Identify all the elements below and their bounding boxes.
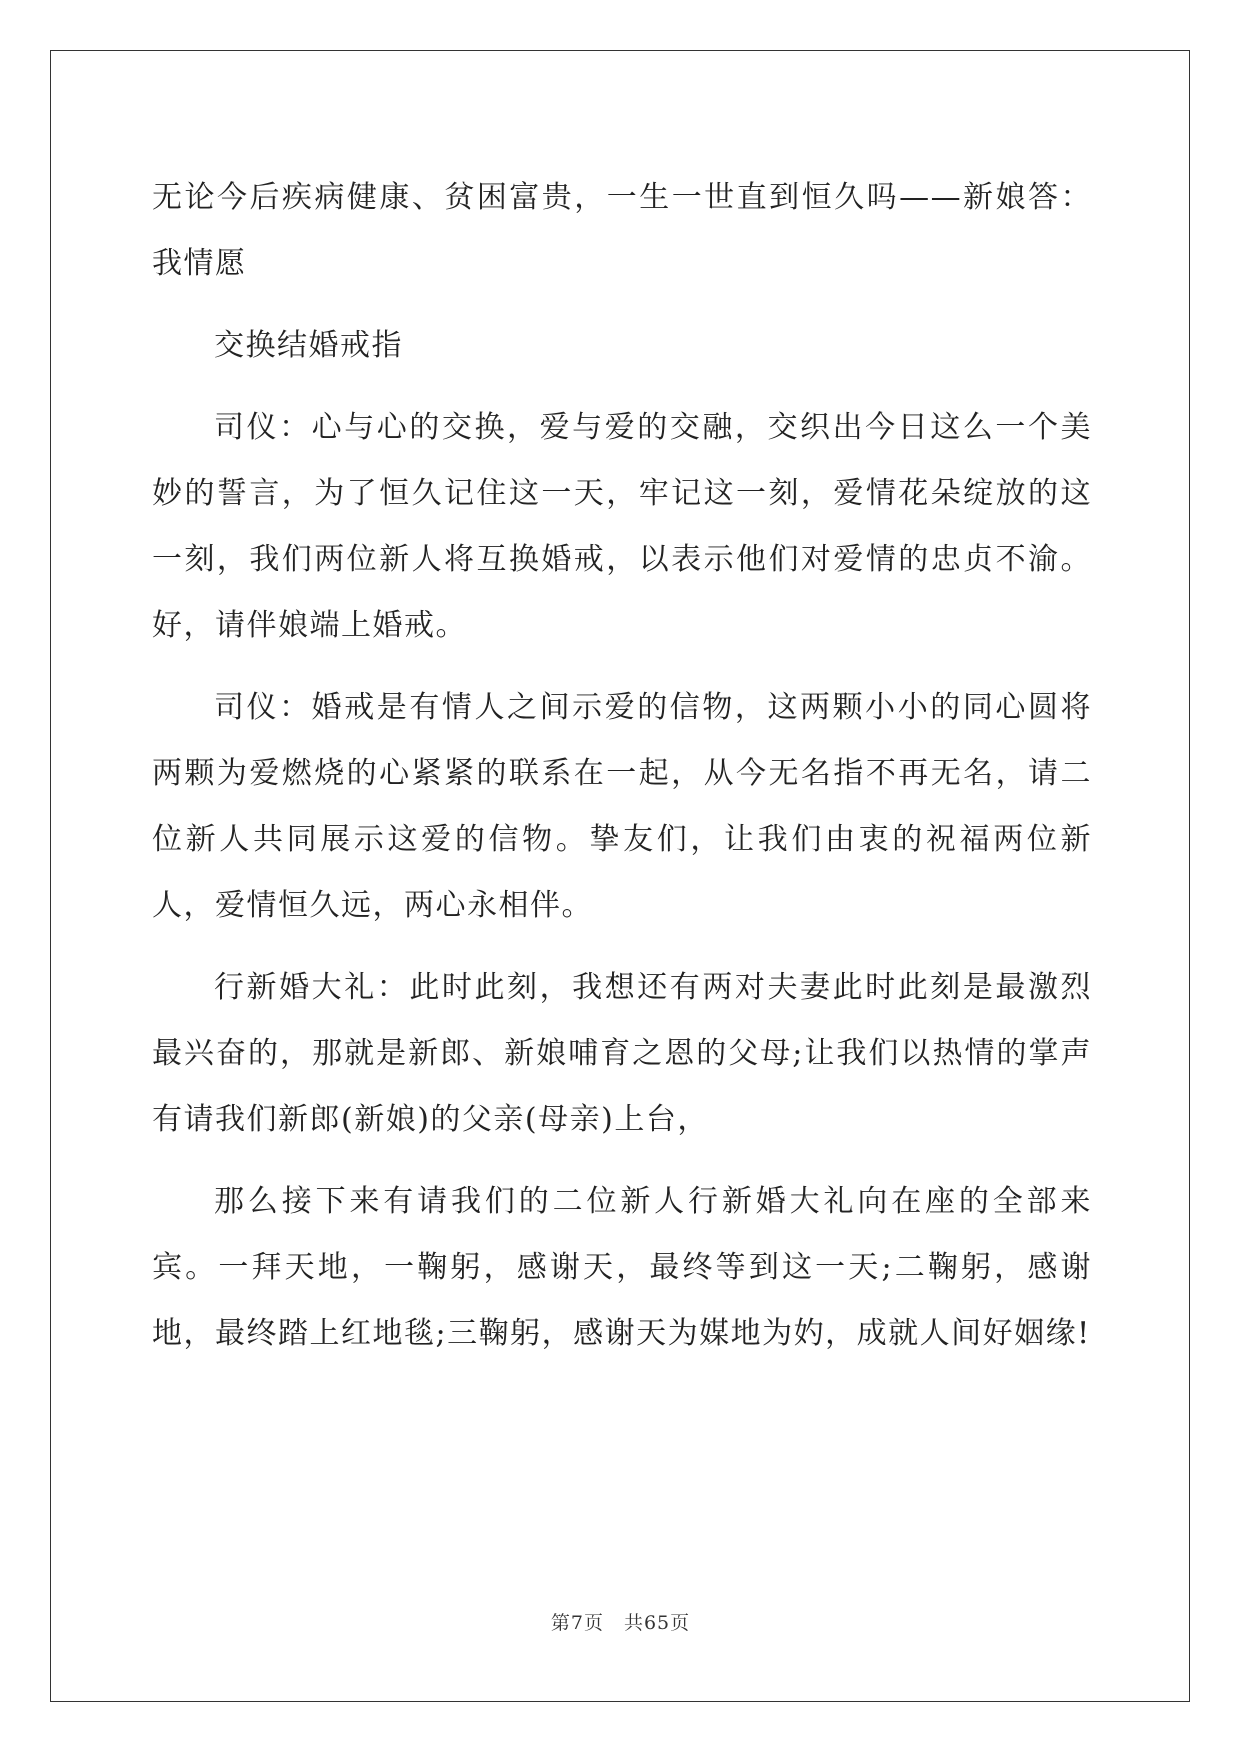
page-number-footer: 第7页 共65页 <box>550 1612 691 1634</box>
paragraph-continuation: 无论今后疾病健康、贫困富贵，一生一世直到恒久吗——新娘答：我情愿 <box>152 180 1092 281</box>
paragraph-officiant-rings: 司仪：婚戒是有情人之间示爱的信物，这两颗小小的同心圆将两颗为爱燃烧的心紧紧的联系在一起，从今无名指不再无名，请二位新人共同展示这爱的信物。挚友们，让我们由衷的祝福两位新人，爱情恒久远，两心永相伴。 <box>152 690 1092 923</box>
paragraph-officiant-exchange: 司仪：心与心的交换，爱与爱的交融，交织出今日这么一个美妙的誓言，为了恒久记住这一天，牢记这一刻，爱情花朵绽放的这一刻，我们两位新人将互换婚戒，以表示他们对爱情的忠贞不渝。好，请伴娘端上婚戒。 <box>152 410 1092 643</box>
paragraph-bows: 那么接下来有请我们的二位新人行新婚大礼向在座的全部来宾。一拜天地，一鞠躬，感谢天，最终等到这一天;二鞠躬，感谢地，最终踏上红地毯;三鞠躬，感谢天为媒地为妁，成就人间好姻缘! <box>152 1184 1092 1351</box>
section-heading-ring-exchange: 交换结婚戒指 <box>214 328 403 363</box>
document-body <box>152 165 1092 1383</box>
paragraph-wedding-ceremony: 行新婚大礼：此时此刻，我想还有两对夫妻此时此刻是最激烈最兴奋的，那就是新郎、新娘哺育之恩的父母;让我们以热情的掌声有请我们新郎(新娘)的父亲(母亲)上台， <box>152 970 1092 1137</box>
